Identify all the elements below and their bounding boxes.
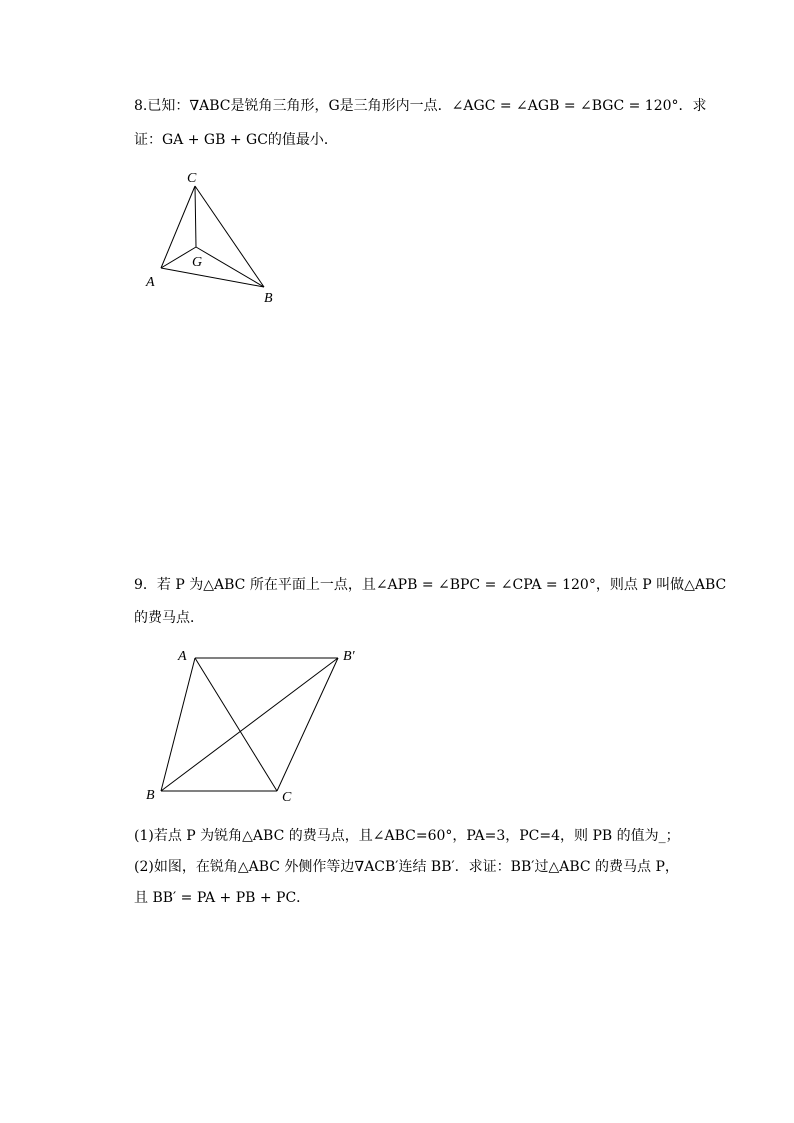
q8-segment-ga: [161, 247, 196, 268]
q8-text-line2: 证：GA + GB + GC的值最小．: [134, 132, 338, 148]
q9-part1: (1)若点 P 为锐角△ABC 的费马点，且∠ABC=60°，PA=3，PC=4，则 PB 的值为_；: [134, 828, 680, 844]
q9-label-b-prime: B′: [343, 649, 355, 664]
q8-edge-ca: [161, 186, 195, 268]
q8-edge-cb: [195, 186, 264, 287]
q9-part2: (2)如图，在锐角△ABC 外侧作等边∇ACB′连结 BB′．求证：BB′过△ABC 的费马点 P，: [134, 859, 679, 875]
q9-label-c: C: [282, 790, 292, 805]
q8-label-b: B: [264, 291, 273, 306]
q9-edge-ba: [161, 658, 195, 791]
q8-label-a: A: [146, 275, 155, 290]
q9-text-line2: 的费马点．: [134, 610, 204, 626]
q9-diagonal-ac: [195, 658, 277, 791]
q9-diagonal-bb-prime: [161, 658, 338, 791]
q9-text-line1: 9．若 P 为△ABC 所在平面上一点，且∠APB = ∠BPC = ∠CPA = 120°，则点 P 叫做△ABC: [134, 577, 727, 593]
q8-segment-gc: [195, 186, 196, 247]
q8-label-g: G: [192, 255, 203, 270]
q9-label-b: B: [146, 788, 155, 803]
q9-edge-b-prime-c: [277, 658, 338, 791]
q8-text-line1: 8.已知：∇ABC是锐角三角形，G是三角形内一点．∠AGC = ∠AGB = ∠BGC = 120°．求: [134, 98, 707, 114]
q9-label-a: A: [178, 649, 187, 664]
q9-part3: 且 BB′ = PA + PB + PC．: [134, 890, 311, 906]
q8-label-c: C: [187, 171, 197, 186]
